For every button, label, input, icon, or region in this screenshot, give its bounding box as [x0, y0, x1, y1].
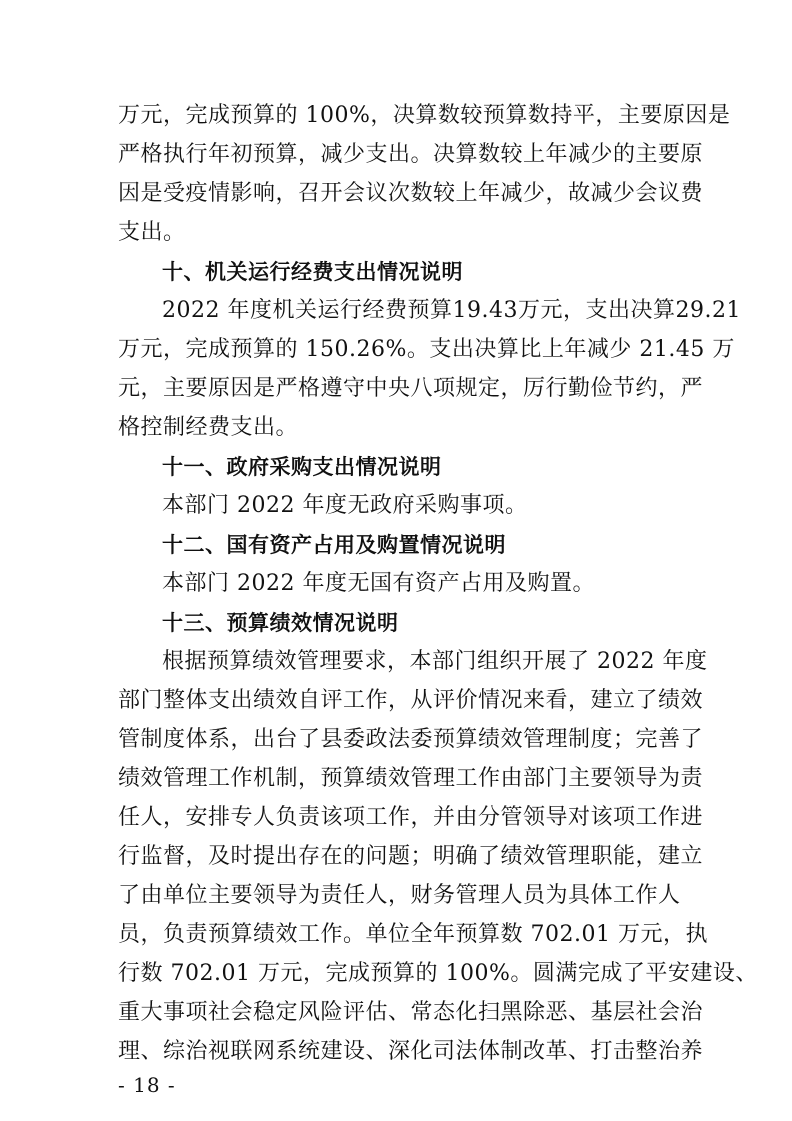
- body-line: 行监督，及时提出存在的问题；明确了绩效管理职能，建立: [118, 844, 704, 869]
- body-line: 元，主要原因是严格遵守中央八项规定，厉行勤俭节约，严: [118, 376, 704, 401]
- body-line: 任人，安排专人负责该项工作，并由分管领导对该项工作进: [118, 805, 704, 830]
- body-line: 格控制经费支出。: [118, 415, 299, 440]
- body-line: 管制度体系，出台了县委政法委预算绩效管理制度；完善了: [118, 727, 704, 752]
- body-line: 2022 年度机关运行经费预算19.43万元，支出决算29.21: [162, 298, 741, 323]
- body-line: 严格执行年初预算，减少支出。决算数较上年减少的主要原: [118, 142, 704, 167]
- body-line: 支出。: [118, 220, 186, 245]
- body-line: 根据预算绩效管理要求，本部门组织开展了 2022 年度: [162, 649, 708, 674]
- body-line: 万元，完成预算的 150.26%。支出决算比上年减少 21.45 万: [118, 337, 735, 362]
- body-line: 了由单位主要领导为责任人，财务管理人员为具体工作人: [118, 883, 681, 908]
- body-line: 行数 702.01 万元，完成预算的 100%。圆满完成了平安建设、: [118, 961, 758, 986]
- body-line: 万元，完成预算的 100%，决算数较预算数持平，主要原因是: [118, 103, 731, 128]
- body-line: 本部门 2022 年度无国有资产占用及购置。: [162, 571, 595, 596]
- body-line: 员，负责预算绩效工作。单位全年预算数 702.01 万元，执: [118, 922, 708, 947]
- body-line: 理、综治视联网系统建设、深化司法体制改革、打击整治养: [118, 1039, 704, 1064]
- section-heading-11: 十一、政府采购支出情况说明: [162, 455, 442, 479]
- body-line: 绩效管理工作机制，预算绩效管理工作由部门主要领导为责: [118, 766, 704, 791]
- body-line: 本部门 2022 年度无政府采购事项。: [162, 493, 528, 518]
- section-heading-10: 十、机关运行经费支出情况说明: [162, 260, 463, 284]
- body-line: 重大事项社会稳定风险评估、常态化扫黑除恶、基层社会治: [118, 1000, 704, 1025]
- body-line: 因是受疫情影响，召开会议次数较上年减少，故减少会议费: [118, 181, 704, 206]
- page-number: - 18 -: [118, 1073, 176, 1097]
- section-heading-13: 十三、预算绩效情况说明: [162, 611, 399, 635]
- body-line: 部门整体支出绩效自评工作，从评价情况来看，建立了绩效: [118, 688, 704, 713]
- section-heading-12: 十二、国有资产占用及购置情况说明: [162, 533, 506, 557]
